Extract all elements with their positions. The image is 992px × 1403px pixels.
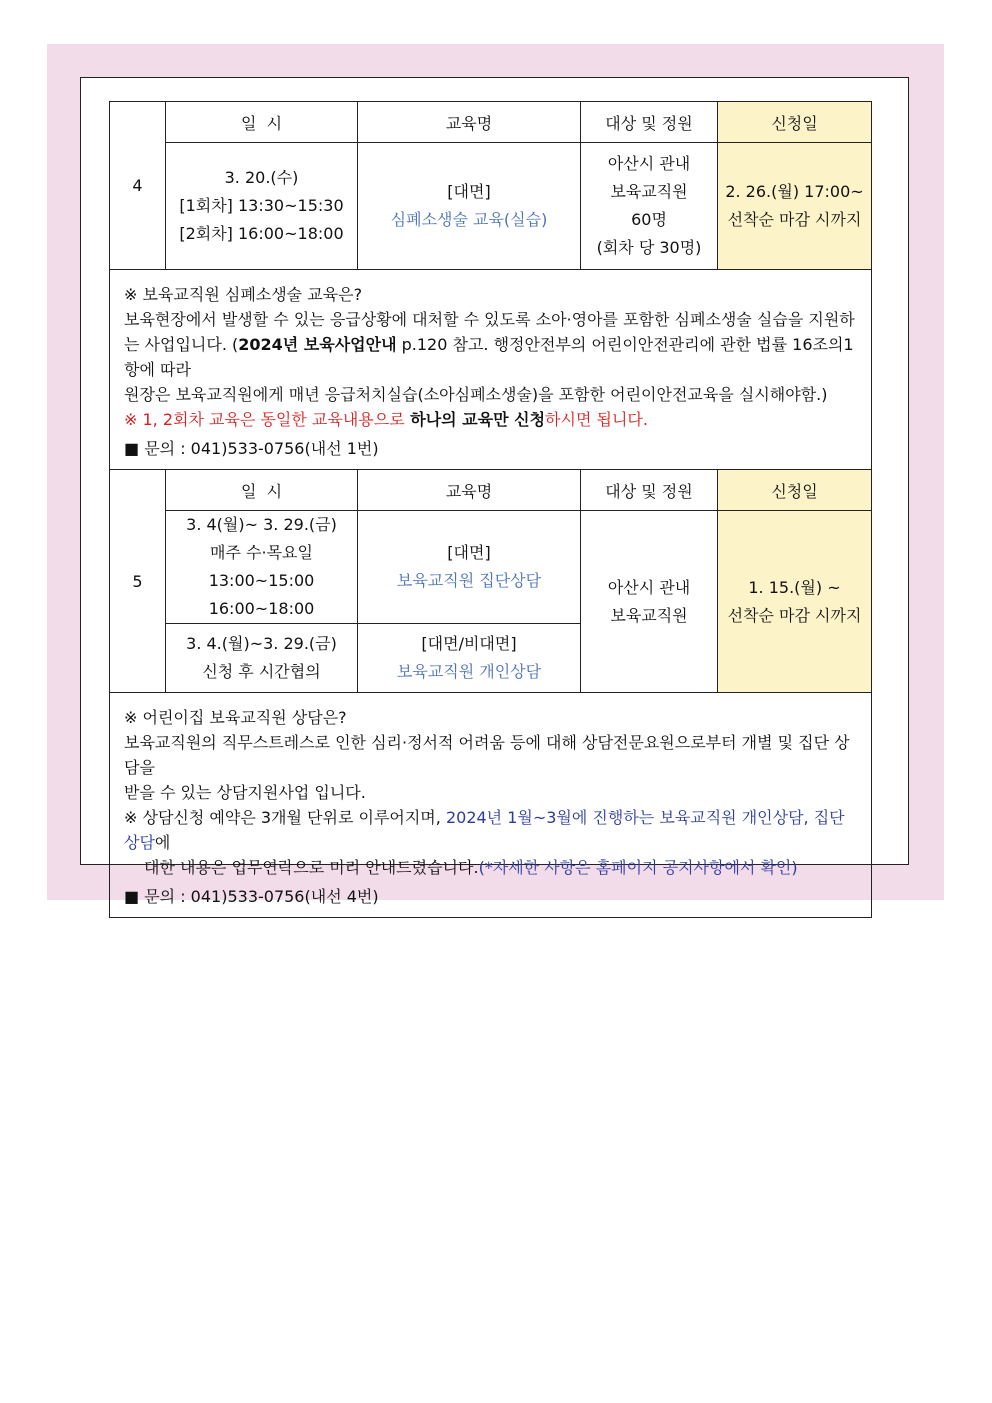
date-cell (166, 511, 358, 624)
note-warning: ※ 1, 2회차 교육은 동일한 교육내용으로 하나의 교육만 신청하시면 됩니다. (124, 410, 648, 429)
course-type: [대면] (447, 543, 491, 562)
date-line: 신청 후 시간협의 (202, 662, 321, 681)
header-date: 일 시 (166, 102, 358, 143)
date-line: 3. 4(월)~ 3. 29.(금) (186, 515, 337, 534)
row-number: 5 (110, 470, 166, 693)
header-course: 교육명 (358, 102, 581, 143)
date-line: 16:00~18:00 (208, 599, 315, 618)
apply-line: 선착순 마감 시까지 (727, 605, 862, 625)
header-target: 대상 및 정원 (581, 102, 718, 143)
note-text: 보육현장에서 발생할 수 있는 응급상황에 대처할 수 있도록 소아·영아를 포함한 심폐소생술 실습을 지원하 (124, 310, 855, 329)
header-course: 교육명 (358, 470, 581, 511)
note-row (110, 693, 872, 918)
target-line: 60명 (631, 210, 667, 229)
contact-info: ■ 문의 : 041)533-0756(내선 4번) (124, 887, 379, 906)
row-number: 4 (110, 102, 166, 270)
schedule-table (109, 101, 872, 918)
date-line: 3. 4.(월)~3. 29.(금) (186, 634, 337, 653)
note-text: 원장은 보육교직원에게 매년 응급처치실습(소아심폐소생술)을 포함한 어린이안전교육을 실시해야함.) (124, 385, 828, 404)
note-text: 보육교직원의 직무스트레스로 인한 심리·정서적 어려움 등에 대해 상담전문요원으로부터 개별 및 집단 상담을 (124, 733, 850, 777)
table-row (110, 143, 872, 270)
contact-info: ■ 문의 : 041)533-0756(내선 1번) (124, 439, 379, 458)
target-cell (581, 511, 718, 693)
note-title: ※ 어린이집 보육교직원 상담은? (124, 708, 347, 727)
header-apply: 신청일 (718, 102, 872, 143)
cpr-note (110, 270, 872, 470)
date-line: 13:00~15:00 (208, 571, 315, 590)
course-cell (358, 624, 581, 693)
target-line: (회차 당 30명) (596, 238, 702, 257)
date-line: [2회차] 16:00~18:00 (179, 224, 344, 243)
target-line: 아산시 관내 (607, 577, 691, 597)
target-cell (581, 143, 718, 270)
course-type: [대면] (447, 182, 491, 201)
target-line: 보육교직원 (610, 182, 688, 201)
course-name: 보육교직원 개인상담 (396, 662, 542, 681)
table-row (110, 511, 872, 624)
course-cell (358, 511, 581, 624)
apply-line: 1. 15.(월) ~ (748, 577, 841, 597)
note-text: ※ 상담신청 예약은 3개월 단위로 이루어지며, 2024년 1월~3월에 진행하는 보육교직원 개인상담, 집단상담에 (124, 808, 845, 852)
apply-line: 2. 26.(월) 17:00~ (725, 182, 864, 201)
header-date: 일 시 (166, 470, 358, 511)
header-target: 대상 및 정원 (581, 470, 718, 511)
note-title: ※ 보육교직원 심폐소생술 교육은? (124, 285, 363, 304)
course-name: 보육교직원 집단상담 (396, 571, 542, 590)
header-apply: 신청일 (718, 470, 872, 511)
note-text: 받을 수 있는 상담지원사업 입니다. (124, 783, 366, 802)
table-header-row (110, 470, 872, 511)
note-text: 는 사업입니다. (2024년 보육사업안내 p.120 참고. 행정안전부의 어린이안전관리에 관한 법률 16조의1항에 따라 (124, 335, 854, 379)
date-cell (166, 624, 358, 693)
course-name: 심폐소생술 교육(실습) (390, 210, 548, 229)
target-line: 아산시 관내 (607, 154, 691, 173)
counseling-note (110, 693, 872, 918)
table-header-row (110, 102, 872, 143)
date-cell (166, 143, 358, 270)
date-line: 매주 수·목요일 (210, 543, 313, 562)
apply-cell (718, 143, 872, 270)
note-text: 대한 내용은 업무연락으로 미리 안내드렸습니다.(*자세한 사항은 홈페이지 공지사항에서 확인) (144, 858, 798, 877)
target-line: 보육교직원 (610, 605, 688, 625)
apply-cell (718, 511, 872, 693)
course-type: [대면/비대면] (421, 634, 517, 653)
course-cell (358, 143, 581, 270)
note-row (110, 270, 872, 470)
apply-line: 선착순 마감 시까지 (727, 210, 862, 229)
date-line: 3. 20.(수) (224, 168, 299, 187)
date-line: [1회차] 13:30~15:30 (179, 196, 344, 215)
